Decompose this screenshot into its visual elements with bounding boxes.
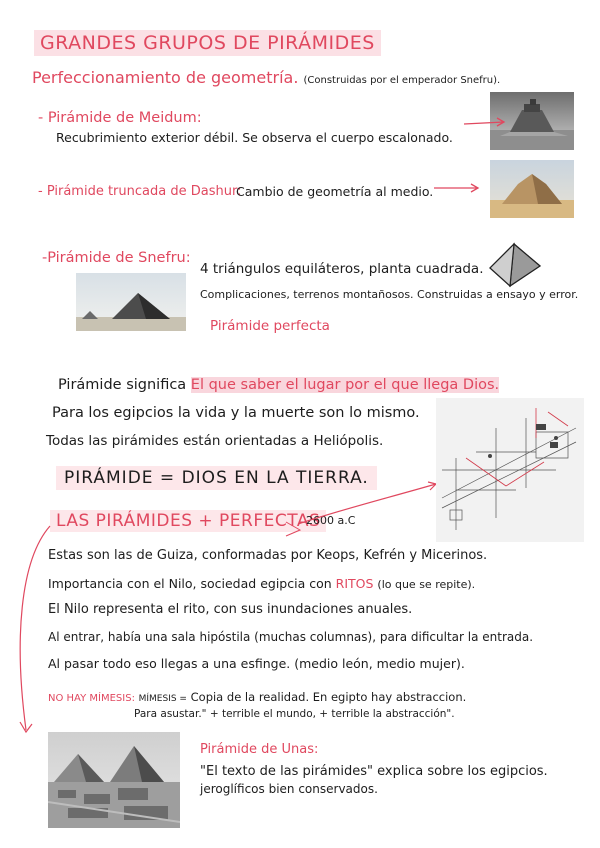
- subtitle-text: Perfeccionamiento de geometría.: [32, 68, 299, 87]
- unas-line1: "El texto de las pirámides" explica sobre los egipcios.: [200, 764, 548, 779]
- unas-photo-drawing: [48, 732, 180, 828]
- page-title: GRANDES GRUPOS DE PIRÁMIDES: [34, 30, 381, 56]
- mimesis-line2: Para asustar." + terrible el mundo, + terrible la abstracción".: [134, 708, 455, 720]
- mimesis-def: Copia de la realidad. En egipto hay abstraccion.: [190, 690, 467, 704]
- snefru-line1: 4 triángulos equiláteros, planta cuadrada.: [200, 261, 484, 277]
- mimesis-line: [48, 690, 466, 704]
- snefru-photo: [76, 273, 186, 331]
- equation: PIRÁMIDE = DIOS EN LA TIERRA.: [56, 466, 377, 490]
- meidum-photo-drawing: [490, 92, 574, 150]
- mimesis-label: NO HAY MÍMESIS:: [48, 693, 135, 704]
- snefru-photo-drawing: [76, 273, 186, 331]
- pyramid-wireframe: [490, 244, 540, 286]
- perfectas-line-1: El Nilo representa el rito, con sus inundaciones anuales.: [48, 602, 413, 617]
- perfectas-line-3: Al pasar todo eso llegas a una esfinge. (medio león, medio mujer).: [48, 656, 465, 671]
- perfectas-line-2: Al entrar, había una sala hipóstila (muchas columnas), para dificultar la entrada.: [48, 630, 534, 644]
- nilo-prefix: Importancia con el Nilo, sociedad egipcia con: [48, 576, 332, 591]
- unas-line2: jeroglíficos bien conservados.: [200, 782, 378, 796]
- meaning-prefix: Pirámide significa: [58, 377, 187, 393]
- snefru-heading: -Pirámide de Snefru:: [42, 250, 191, 266]
- snefru-line2: Complicaciones, terrenos montañosos. Construidas a ensayo y error.: [200, 288, 579, 301]
- nilo-keyword: RITOS: [335, 576, 374, 591]
- left-down-arrow: [20, 526, 50, 732]
- meaning-line3: Todas las pirámides están orientadas a Heliópolis.: [46, 433, 384, 449]
- perfectas-date: 2600 a.C: [306, 514, 356, 527]
- meidum-heading: - Pirámide de Meidum:: [38, 110, 202, 126]
- meaning-highlight: El que saber el lugar por el que llega Dios.: [190, 377, 500, 393]
- dashur-photo: [490, 160, 574, 218]
- meaning-line1: [58, 377, 499, 393]
- perfectas-line-0: Estas son las de Guiza, conformadas por Keops, Kefrén y Micerinos.: [48, 548, 488, 563]
- dashur-desc: Cambio de geometría al medio.: [236, 184, 434, 199]
- orientation-diagram: [436, 398, 584, 542]
- snefru-label: Pirámide perfecta: [210, 318, 330, 334]
- meidum-desc: Recubrimiento exterior débil. Se observa el cuerpo escalonado.: [56, 130, 453, 145]
- unas-photo: [48, 732, 180, 828]
- nilo-suffix: (lo que se repite).: [377, 578, 476, 591]
- subtitle: [32, 68, 500, 87]
- meaning-line2: Para los egipcios la vida y la muerte son lo mismo.: [52, 405, 420, 421]
- orientation-diagram-drawing: [436, 398, 584, 542]
- dashur-heading: - Pirámide truncada de Dashur:: [38, 184, 242, 199]
- perfectas-nilo-line: [48, 576, 475, 591]
- mimesis-term: MÍMESIS =: [138, 694, 187, 704]
- dashur-photo-drawing: [490, 160, 574, 218]
- unas-heading: Pirámide de Unas:: [200, 742, 319, 757]
- meidum-photo: [490, 92, 574, 150]
- perfectas-heading: LAS PIRÁMIDES + PERFECTAS: [50, 510, 326, 532]
- dashur-arrow: [434, 184, 478, 192]
- subtitle-note: (Construidas por el emperador Snefru).: [303, 75, 501, 86]
